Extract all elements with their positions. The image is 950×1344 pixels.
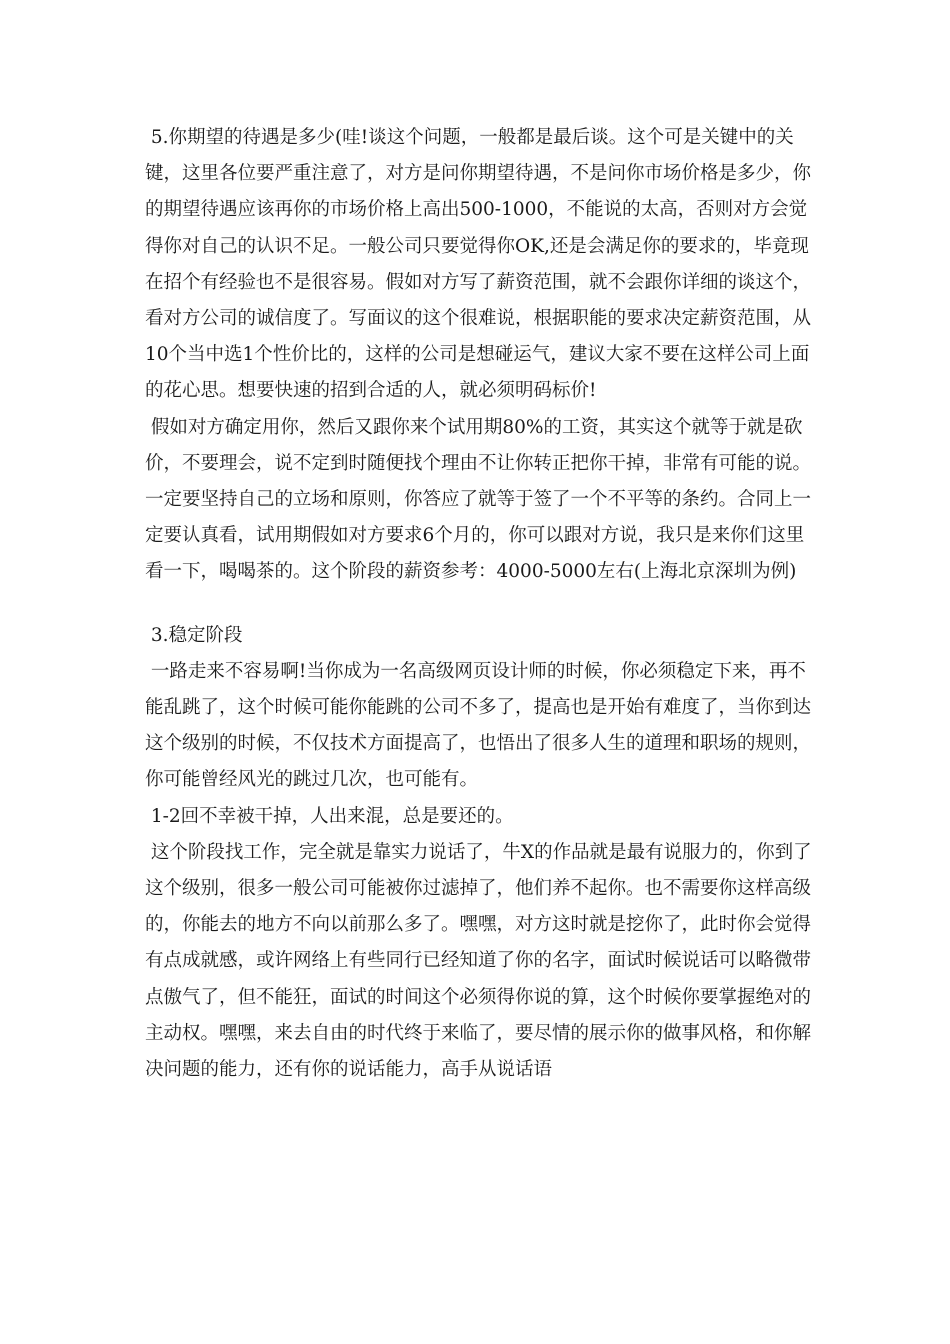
paragraph-expected-salary: 5.你期望的待遇是多少(哇!谈这个问题，一般都是最后谈。这个可是关键中的关键，这里各位要严重注意了，对方是问你期望待遇，不是问你市场价格是多少，你的期望待遇应该再你的市场价格上高出500-1000，不能说的太高，否则对方会觉得你对自己的认识不足。一般公司只要觉得你OK,还是会满足你的要求的，毕竟现在招个有经验也不是很容易。假如对方写了薪资范围，就不会跟你详细的谈这个，看对方公司的诚信度了。写面议的这个很难说，根据职能的要求决定薪资范围，从10个当中选1个性价比的，这样的公司是想碰运气，建议大家不要在这样公司上面的花心思。想要快速的招到合适的人，就必须明码标价! (145, 127, 812, 402)
paragraph-senior-designer: 一路走来不容易啊!当你成为一名高级网页设计师的时候，你必须稳定下来，再不能乱跳了，这个时候可能你能跳的公司不多了，提高也是开始有难度了，当你到达这个级别的时候，不仅技术方面提高了，也悟出了很多人生的道理和职场的规则，你可能曾经风光的跳过几次，也可能有。 (145, 660, 812, 791)
section-heading-stable-stage: 3.稳定阶段 (145, 624, 243, 646)
paragraph-probation: 假如对方确定用你，然后又跟你来个试用期80%的工资，其实这个就等于就是砍价，不要理会，说不定到时随便找个理由不让你转正把你干掉，非常有可能的说。一定要坚持自己的立场和原则，你答应了就等于签了一个不平等的条约。合同上一定要认真看，试用期假如对方要求6个月的，你可以跟对方说，我只是来你们这里看一下，喝喝茶的。这个阶段的薪资参考：4000-5000左右(上海北京深圳为例) (145, 416, 812, 583)
paragraph-spacer (145, 591, 815, 618)
paragraph-fired: 1-2回不幸被干掉，人出来混，总是要还的。 (145, 805, 514, 827)
document-body (145, 120, 815, 1088)
paragraph-job-search: 这个阶段找工作，完全就是靠实力说话了，牛X的作品就是最有说服力的，你到了这个级别，很多一般公司可能被你过滤掉了，他们养不起你。也不需要你这样高级的，你能去的地方不向以前那么多了。嘿嘿，对方这时就是挖你了，此时你会觉得有点成就感，或许网络上有些同行已经知道了你的名字，面试时候说话可以略微带点傲气了，但不能狂，面试的时间这个必须得你说的算，这个时候你要掌握绝对的主动权。嘿嘿，来去自由的时代终于来临了，要尽情的展示你的做事风格，和你解决问题的能力，还有你的说话能力，高手从说话语 (145, 841, 812, 1081)
